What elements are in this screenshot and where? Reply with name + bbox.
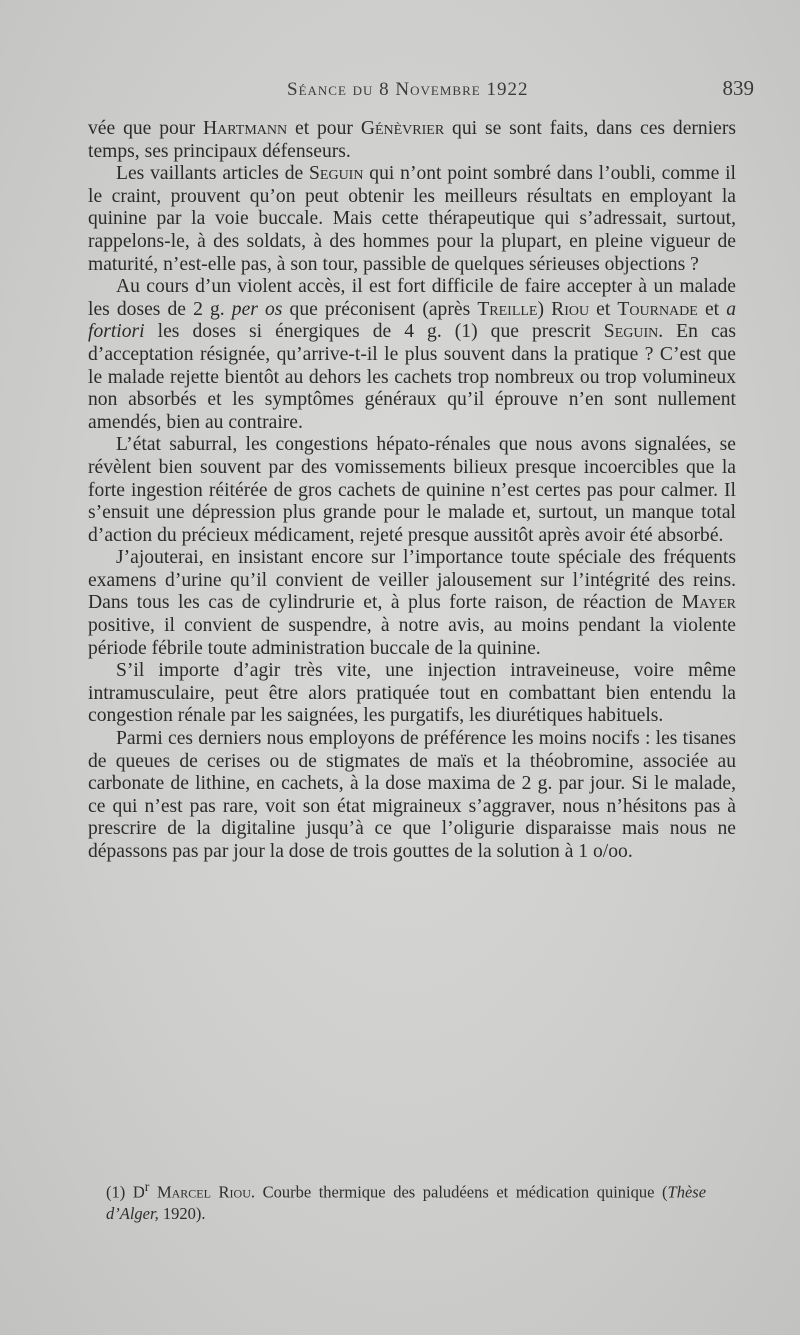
paragraph <box>88 547 736 660</box>
text-run <box>149 1183 157 1202</box>
text-run: Parmi ces derniers nous employons de préférence les moins nocifs : les tisanes de queues de cerises ou de stigmates de maïs et la théobromine, associée au carbonate de lithine, en cachets, à la dose maxima de 2 g. par jour. Si le malade, ce qui n’est pas rare, voit son état migraineux s’aggraver, nous n’hésitons pas à prescrire de la digitaline jusqu’à ce que l’oligurie disparaisse mais nous ne dépassons pas par jour la dose de trois gouttes de la solution à 1 o/oo. <box>88 728 736 862</box>
italic-text: Thèse d’Alger, <box>106 1182 707 1223</box>
footnote <box>106 1176 706 1224</box>
text-run: . Courbe thermique des paludéens et médication quinique ( <box>250 1182 668 1202</box>
text-run: qui n’ont point sombré dans l’oubli, comme il le craint, prouvent qu’on peut obtenir les meilleurs résultats en employant la quinine par la voie buccale. Mais cette thérapeutique qui s’adressait, surtout, rappelons-le, à des soldats, à des hommes pour la plupart, en pleine vigueur de maturité, n’est-elle pas, à son tour, passible de quelques sérieuses objections ? <box>88 163 736 275</box>
name-smallcaps: Seguin <box>603 321 659 343</box>
text-run: (1) D <box>106 1182 145 1202</box>
paragraph <box>88 728 736 864</box>
name-smallcaps: Génèvrier <box>360 118 445 139</box>
page-number: 839 <box>722 76 754 100</box>
text-run: Les vaillants articles de <box>116 163 310 185</box>
paragraph <box>88 434 736 547</box>
text-run: que préconisent (après <box>282 298 478 320</box>
name-smallcaps: Riou <box>551 298 590 320</box>
italic-text: per os <box>231 298 283 320</box>
text-run: Au cours d’un violent accès, il est fort difficile de faire accepter à un malade les doses de 2 g. <box>88 276 736 320</box>
text-run: et <box>589 298 618 320</box>
name-smallcaps: Mayer <box>681 592 736 614</box>
text-run: les doses si énergiques de 4 g. (1) que prescrit <box>144 321 604 343</box>
italic-text: a fortiori <box>88 298 736 343</box>
text-run: vée que pour <box>88 118 204 139</box>
name-smallcaps: Tournade <box>617 298 698 320</box>
paragraph <box>88 163 736 276</box>
name-smallcaps: Seguin <box>309 163 364 185</box>
text-run: J’ajouterai, en insistant encore sur l’importance toute spéciale des fréquents examens d’urine qu’il convient de veiller jalousement sur l’intégrité des reins. Dans tous les cas de cylindrurie et, à plus forte raison, de réaction de <box>88 547 736 614</box>
name-smallcaps: Hartmann <box>203 118 288 139</box>
text-run: 1920). <box>158 1203 206 1223</box>
body-text <box>88 118 736 864</box>
text-run: L’état saburral, les congestions hépato-rénales que nous avons signalées, se révèlent bien souvent par des vomissements bilieux presque incoercibles que la forte ingestion réitérée de gros cachets de quinine n’est certes pas pour calmer. Il s’ensuit une dépression plus grande pour le malade et, surtout, un manque total d’action du précieux médicament, rejeté presque aussitôt après avoir été absorbé. <box>88 434 736 546</box>
text-run: qui se sont faits, dans ces derniers temps, ses principaux défenseurs. <box>88 118 737 162</box>
superscript: r <box>144 1179 150 1194</box>
paragraph <box>88 276 736 434</box>
paragraph <box>88 660 736 728</box>
paragraph <box>88 118 736 163</box>
text-run: et pour <box>287 118 361 139</box>
text-run: positive, il convient de suspendre, à notre avis, au moins pendant la violente période fébrile toute administration buccale de la quinine. <box>88 615 736 659</box>
text-run: . En cas d’acceptation résignée, qu’arrive-t-il le plus souvent dans la pratique ? C’est que le malade rejette bientôt au dehors les cachets trop nombreux ou trop volumineux non absorbés et les symptômes généraux qu’il éprouve n’en sont nullement amendés, bien au contraire. <box>88 321 737 433</box>
name-smallcaps: Treille <box>477 298 538 320</box>
text-run: ) <box>537 298 552 320</box>
running-header <box>287 76 754 101</box>
running-title: Séance du 8 Novembre 1922 <box>287 79 529 100</box>
text-run: et <box>697 298 727 320</box>
text-run: S’il importe d’agir très vite, une injection intraveineuse, voire même intramusculaire, peut être alors pratiquée tout en combattant bien entendu la congestion rénale par les saignées, les purgatifs, les diurétiques habituels. <box>88 660 736 727</box>
name-smallcaps: Marcel Riou <box>156 1182 251 1202</box>
